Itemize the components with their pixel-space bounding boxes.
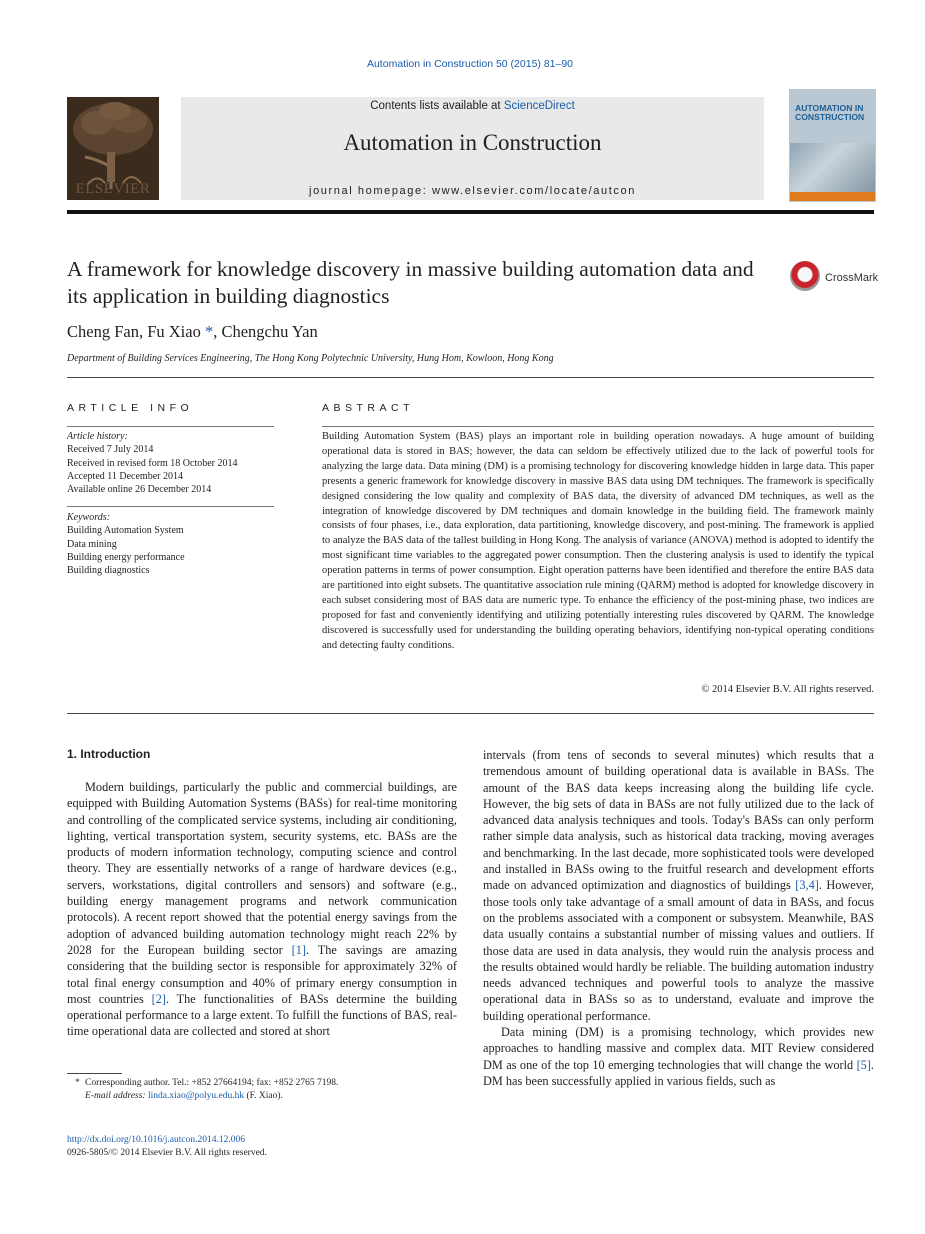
- footnote-text: Corresponding author. Tel.: +852 27664194; fax: +852 2765 7198.: [85, 1078, 339, 1088]
- corresponding-author-note: [75, 1077, 457, 1090]
- divider: [67, 377, 874, 378]
- paragraph-text: Data mining (DM) is a promising technology, which provides new approaches to handling massive and complex data. MIT Review considered DM as one of the top 10 emerging technologies that will change the world: [483, 1025, 874, 1072]
- footnote-rule: [67, 1073, 122, 1074]
- paragraph-text: . The savings are amazing considering that the building sector is responsible for approximately 32% of total final energy consumption and 40% of primary energy consumption in most countries: [67, 942, 458, 1006]
- paragraph-text: . The functionalities of BASs determine the building operational performance to a large extent. To fulfill the functions of BAS, real-time operational data are collected and stored at short: [67, 991, 457, 1039]
- doi-block: [67, 1134, 467, 1161]
- divider: [67, 426, 274, 427]
- divider: [67, 713, 874, 714]
- crossmark-icon: [790, 261, 820, 291]
- crossmark-badge[interactable]: [790, 261, 880, 295]
- footnote-mark: *: [75, 1078, 80, 1088]
- history-revised: Received in revised form 18 October 2014: [67, 457, 238, 469]
- journal-cover-thumbnail[interactable]: [789, 89, 876, 202]
- section-heading-introduction: 1. Introduction: [67, 747, 151, 761]
- paragraph: [483, 1024, 874, 1089]
- keywords: [67, 511, 274, 577]
- ref-link[interactable]: [2]: [151, 991, 166, 1006]
- paragraph-text: Modern buildings, particularly the public and commercial buildings, are equipped with Building Automation Systems (BASs) for real-time monitoring and controlling of the complicated service systems, including air conditioning, lighting, vertical transportation system, security systems, etc. BASs are the products of modern information technology, computing science and control theory. They are essentially networks of a range of hardware devices (e.g., servers, workstations, digital controllers and sensors) and software (e.g., building energy management programs and network communication protocols). A recent report showed that the potential energy savings from the adoption of advanced building automation technology might reach 22% by 2028 for the European building sector: [67, 780, 457, 957]
- body-column-left: [67, 779, 457, 1040]
- footnote: [75, 1077, 457, 1104]
- cover-title: AUTOMATION IN CONSTRUCTION: [795, 103, 865, 122]
- body-column-right: [483, 747, 874, 1089]
- issn-copyright: 0926-5805/© 2014 Elsevier B.V. All rights reserved.: [67, 1148, 267, 1159]
- history-accepted: Accepted 11 December 2014: [67, 470, 183, 482]
- contents-prefix: Contents lists available at: [370, 100, 504, 112]
- keyword: Building Automation System: [67, 525, 184, 537]
- article-history: [67, 430, 274, 496]
- author-name: , Chengchu Yan: [213, 322, 318, 341]
- history-label: Article history:: [67, 431, 128, 442]
- citation-link[interactable]: Automation in Construction 50 (2015) 81–90: [366, 58, 574, 70]
- keywords-label: Keywords:: [67, 512, 110, 523]
- history-received: Received 7 July 2014: [67, 444, 154, 456]
- paragraph-text: . However, those tools only take advantage of a small amount of data in BASs, and focus on the problems associated with a component or subsystem. Meanwhile, BAS data usually contains a substantial number of missing values and outliers. If those data are used in data analysis, they would ruin the analysis process and the results obtained would hardly be reliable. The building automation industry needs advanced techniques and powerful tools to analyze the massive operational data in BASs so as to understand, evaluate and improve the building operational performance.: [483, 878, 874, 1023]
- elsevier-wordmark: ELSEVIER: [75, 181, 151, 197]
- journal-homepage[interactable]: journal homepage: www.elsevier.com/locate/autcon: [309, 185, 636, 197]
- divider: [67, 506, 274, 507]
- divider: [322, 426, 874, 427]
- ref-link[interactable]: [3,4]: [795, 878, 819, 893]
- abstract-text: Building Automation System (BAS) plays an important role in building operation nowadays. A huge amount of building operational data is stored in BAS; however, the data can seldom be effectively utilized due to the lack of powerful tools for analyzing the large data. Data mining (DM) is a promising technology for discovering knowledge hidden in large data. This paper presents a generic framework for knowledge discovery in massive BAS data using DM techniques. The framework is specifically designed considering the low quality and complexity of BAS data, the diversity of advanced DM techniques, as well as the integration of knowledge discovered by DM techniques and domain knowledge in the building field. The framework mainly consists of four phases, i.e., data exploration, data partitioning, knowledge discovery, and post-mining. The framework is applied to analyze the BAS data of the tallest building in Hong Kong. The analysis of variance (ANOVA) method is adopted to identify the most significant time variables to the aggregated power consumption. Then the clustering analysis is used to identify the typical operation patterns in terms of power consumption. Eight operation patterns have been identified and therefore the entire BAS data are partitioned into eight subsets. The quantitative association rule mining (QARM) method is adopted for knowledge discovery in each subset considering most of BAS data are numeric type. To enhance the efficiency of the post-mining phase, two indices are proposed for fast and conveniently identifying and utilizing potentially interesting rules discovered by QARM. The knowledge discovered is successfully used for understanding the building operating behaviors, identifying non-typical operating conditions and detecting faulty conditions.: [322, 431, 874, 651]
- contents-line: [181, 100, 764, 112]
- keyword: Data mining: [67, 538, 117, 550]
- journal-masthead: [181, 97, 764, 200]
- ref-link[interactable]: [5]: [856, 1057, 871, 1072]
- abstract-copyright: © 2014 Elsevier B.V. All rights reserved.: [701, 684, 874, 695]
- sciencedirect-link[interactable]: ScienceDirect: [503, 100, 575, 112]
- email-suffix: (F. Xiao).: [244, 1091, 283, 1102]
- article-title: A framework for knowledge discovery in massive building automation data and its application in building diagnostics: [67, 257, 754, 308]
- author-list: [67, 322, 318, 342]
- abstract-heading: ABSTRACT: [322, 402, 415, 414]
- author-name: Fu Xiao: [147, 322, 205, 341]
- ref-link[interactable]: [1]: [291, 942, 306, 957]
- paragraph-text: . DM has been successfully applied in various fields, such as: [483, 1057, 874, 1088]
- cover-strip: [790, 192, 875, 201]
- crossmark-label: CrossMark: [825, 272, 879, 284]
- journal-citation[interactable]: [0, 58, 925, 70]
- paragraph-text: intervals (from tens of seconds to several minutes) which results that a tremendous amount of building operational data is available in BASs. The amount of the BAS data keeps increasing along the building life cycle. However, the big sets of data in BASs are not fully utilized due to the lack of advanced data analysis techniques and tools. Today's BASs can only perform rather simple data analysis, such as historical data tracking, moving averages and benchmarking. In the last decade, more sophisticated tools were developed and installed in BASs owing to the fruitful research and development efforts made on advanced optimization and diagnostics of buildings: [483, 748, 874, 893]
- elsevier-logo: [67, 97, 159, 200]
- corresponding-author-mark[interactable]: *: [204, 322, 214, 341]
- keyword: Building diagnostics: [67, 565, 150, 577]
- paragraph: [483, 747, 874, 1024]
- history-online: Available online 26 December 2014: [67, 484, 212, 496]
- email-label: E-mail address:: [85, 1091, 148, 1102]
- keyword: Building energy performance: [67, 551, 185, 563]
- paragraph: [67, 779, 457, 1040]
- affiliation: Department of Building Services Engineering, The Hong Kong Polytechnic University, Hung Hom, Kowloon, Hong Kong: [67, 353, 554, 364]
- journal-title: Automation in Construction: [343, 130, 602, 155]
- email-note: [75, 1090, 457, 1103]
- article-info-heading: ARTICLE INFO: [67, 402, 194, 414]
- doi-link[interactable]: http://dx.doi.org/10.1016/j.autcon.2014.12.006: [67, 1135, 245, 1145]
- header-rule: [67, 210, 874, 214]
- email-link[interactable]: linda.xiao@polyu.edu.hk: [147, 1091, 245, 1102]
- author-name: Cheng Fan,: [67, 322, 148, 341]
